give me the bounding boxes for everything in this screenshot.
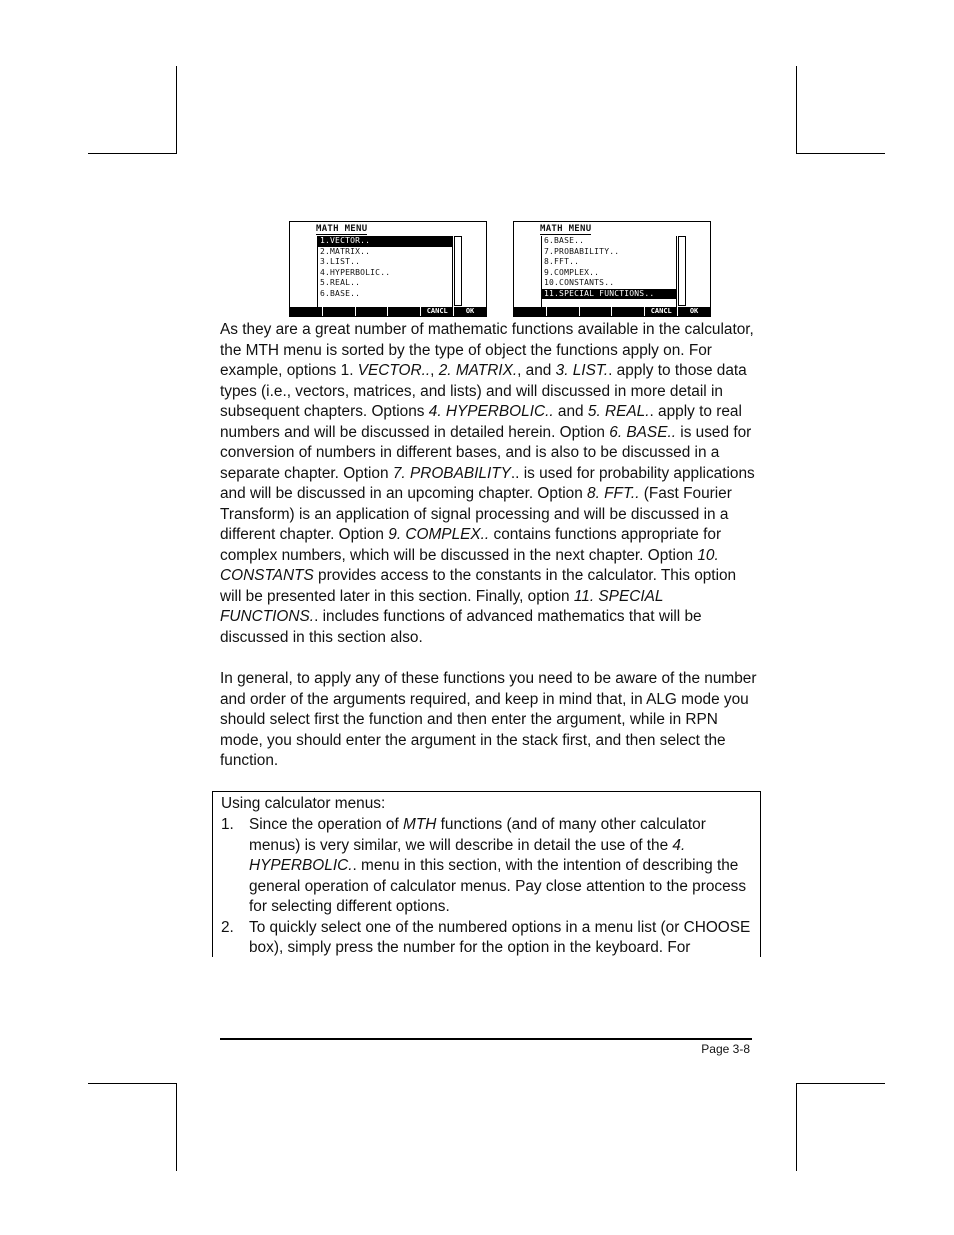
softkey[interactable] bbox=[546, 307, 579, 316]
crop-mark bbox=[796, 153, 885, 154]
text-run: and bbox=[553, 403, 588, 420]
italic-text: MTH bbox=[403, 816, 437, 833]
crop-mark bbox=[88, 1083, 177, 1084]
italic-text: 7. PROBABILITY bbox=[392, 464, 511, 482]
italic-text: 8. FFT.. bbox=[587, 485, 640, 502]
softkey[interactable] bbox=[514, 307, 546, 316]
text-run: functions (and of many other calculator menus) is very similar, we will describe in detail the use of the bbox=[249, 816, 706, 854]
text-run: contains functions appropriate for complex numbers, which will be discussed in the next chapter. Option bbox=[220, 526, 722, 564]
softkey[interactable]: OK bbox=[677, 307, 710, 316]
text-run: provides access to the constants in the calculator. This option will be presented later in this section. Finally, option bbox=[220, 567, 737, 605]
softkey-bar bbox=[290, 307, 486, 316]
crop-mark bbox=[796, 66, 797, 154]
crop-mark bbox=[796, 1083, 797, 1171]
menu-item[interactable]: 11.SPECIAL FUNCTIONS.. bbox=[542, 289, 676, 300]
note-box bbox=[212, 791, 761, 957]
menu-item[interactable]: 6.BASE.. bbox=[544, 236, 585, 245]
text-run: (Fast Fourier Transform) is an application of signal processing and will be discussed in a different chapter. Option bbox=[220, 485, 732, 543]
body-paragraph-arguments: In general, to apply any of these functions you need to be aware of the number and order of the arguments required, and keep in mind that, in ALG mode you should select first the function and then enter the argument, while in RPN mode, you should enter the argument in the stack first, and then select the function. bbox=[220, 670, 757, 769]
text-run: . includes functions of advanced mathematics that will be discussed in this section also. bbox=[220, 608, 702, 646]
softkey[interactable]: OK bbox=[453, 307, 486, 316]
softkey[interactable] bbox=[387, 307, 420, 316]
italic-text: 3. LIST. bbox=[555, 362, 609, 379]
menu-item[interactable]: 10.CONSTANTS.. bbox=[544, 278, 615, 287]
italic-text: 11. SPECIAL FUNCTIONS. bbox=[220, 587, 664, 625]
screen-title: MATH MENU bbox=[316, 224, 368, 234]
menu-item[interactable]: 6.BASE.. bbox=[320, 288, 361, 298]
note-list-item bbox=[221, 918, 757, 959]
calculator-screen-left bbox=[289, 221, 487, 317]
scrollbar bbox=[454, 236, 462, 306]
body-paragraph-mth-options bbox=[220, 320, 760, 648]
italic-text: 9. COMPLEX.. bbox=[388, 526, 490, 543]
italic-text: 6. BASE.. bbox=[609, 423, 677, 441]
text-run: . menu in this section, with the intention of describing the general operation of calculator menus. Pay close attention to the process for selecting different options. bbox=[249, 857, 747, 915]
text-run: To quickly select one of the numbered options in a menu list (or CHOOSE box), simply press the number for the option in the keyboard. For bbox=[249, 918, 751, 956]
italic-text: 4. HYPERBOLIC. bbox=[249, 836, 686, 874]
italic-text: 5. REAL. bbox=[587, 403, 650, 420]
note-title: Using calculator menus: bbox=[221, 795, 386, 812]
menu-item[interactable]: 2.MATRIX.. bbox=[320, 246, 371, 256]
menu-item[interactable]: 4.HYPERBOLIC.. bbox=[320, 267, 391, 277]
text-run: As they are a great number of mathematic functions available in the calculator, the MTH menu is sorted by the type of object the functions apply on. For example, options 1. bbox=[220, 321, 754, 379]
text-run: . apply to those data types (i.e., vectors, matrices, and lists) and will discussed in more detail in subsequent chapters. Options bbox=[220, 362, 747, 420]
text-run: . apply to real numbers and will be discussed in detailed herein. Option bbox=[220, 403, 742, 441]
page-number: Page 3-8 bbox=[701, 1042, 750, 1056]
menu-list bbox=[317, 236, 453, 311]
menu-item[interactable]: 9.COMPLEX.. bbox=[544, 267, 600, 277]
softkey[interactable] bbox=[322, 307, 355, 316]
softkey[interactable] bbox=[579, 307, 612, 316]
softkey-bar bbox=[514, 307, 710, 316]
softkey[interactable] bbox=[355, 307, 388, 316]
menu-item[interactable]: 5.REAL.. bbox=[320, 278, 361, 287]
text-run: is used for conversion of numbers in different bases, and is also to be discussed in a separate chapter. Option bbox=[220, 423, 752, 482]
softkey[interactable]: CANCL bbox=[420, 307, 453, 316]
softkey[interactable] bbox=[290, 307, 322, 316]
italic-text: VECTOR.. bbox=[357, 362, 431, 379]
italic-text: 2. MATRIX. bbox=[438, 362, 518, 379]
footer-rule bbox=[220, 1038, 752, 1040]
softkey[interactable] bbox=[611, 307, 644, 316]
italic-text: 4. HYPERBOLIC.. bbox=[428, 403, 554, 420]
text-run: .. is used for probability applications and will be discussed in an upcoming chapter. Option bbox=[220, 464, 755, 502]
text-run: , bbox=[430, 362, 439, 379]
crop-mark bbox=[796, 1083, 885, 1084]
italic-text: 10. CONSTANTS bbox=[220, 546, 719, 584]
list-number: 2. bbox=[221, 918, 234, 936]
softkey[interactable]: CANCL bbox=[644, 307, 677, 316]
text-run: , and bbox=[517, 362, 556, 379]
scrollbar bbox=[678, 236, 686, 306]
menu-list bbox=[541, 236, 677, 311]
text-run: Since the operation of bbox=[249, 816, 404, 833]
menu-item[interactable]: 3.LIST.. bbox=[320, 257, 361, 266]
crop-mark bbox=[176, 66, 177, 154]
list-number: 1. bbox=[221, 816, 234, 833]
menu-item[interactable]: 1.VECTOR.. bbox=[318, 236, 452, 247]
calculator-screen-right bbox=[513, 221, 711, 317]
note-list bbox=[221, 815, 757, 959]
menu-item[interactable]: 8.FFT.. bbox=[544, 257, 580, 266]
note-list-item bbox=[221, 815, 757, 918]
crop-mark bbox=[176, 1083, 177, 1171]
screen-title: MATH MENU bbox=[540, 224, 592, 234]
menu-item[interactable]: 7.PROBABILITY.. bbox=[544, 246, 620, 256]
crop-mark bbox=[88, 153, 177, 154]
